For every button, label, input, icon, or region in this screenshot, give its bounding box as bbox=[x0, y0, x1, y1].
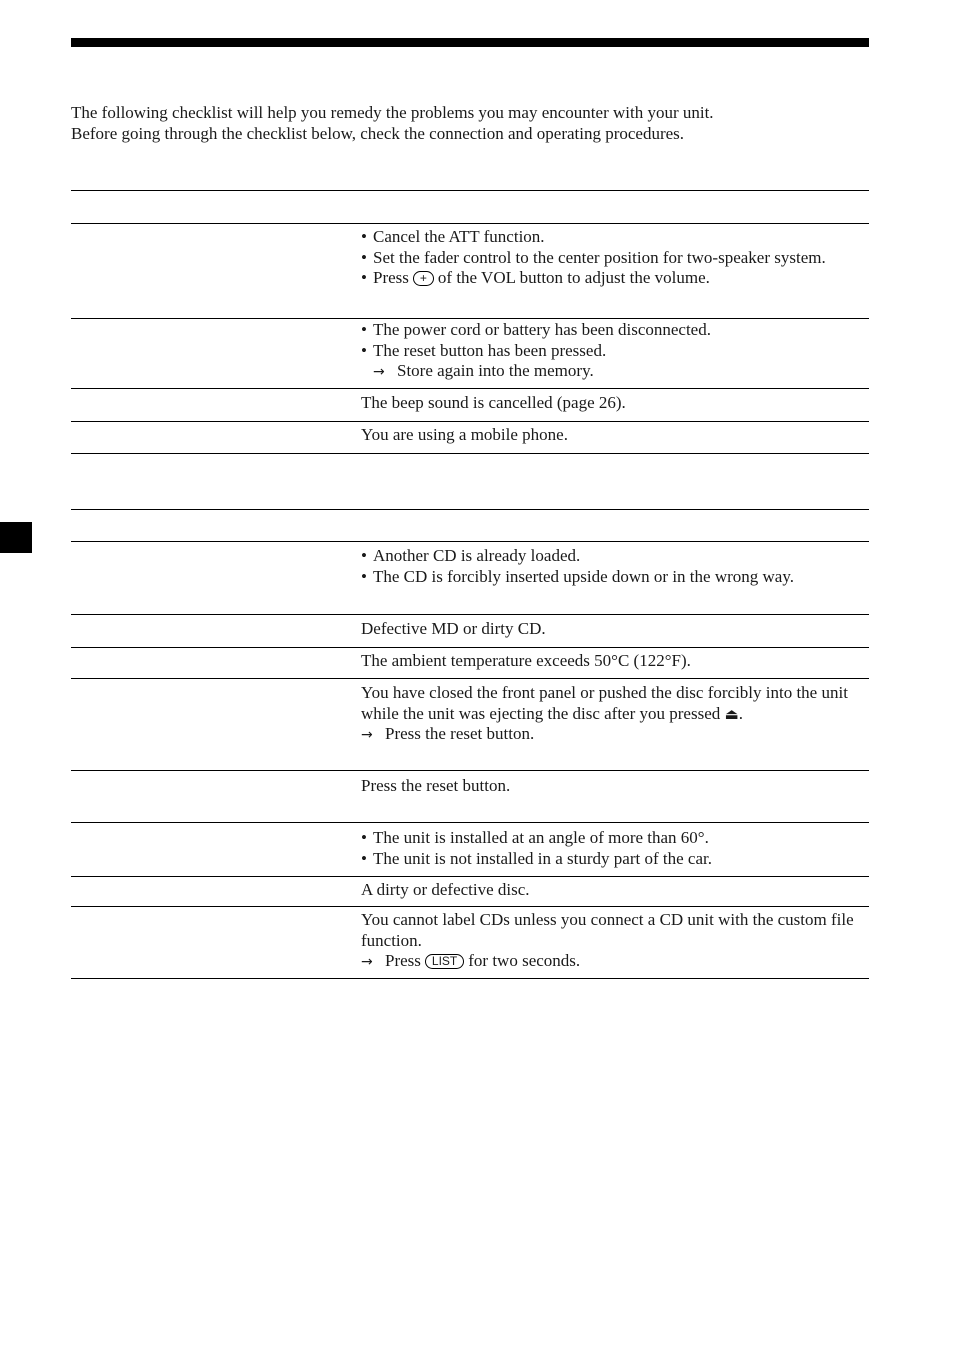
table-header-rule bbox=[71, 223, 869, 224]
row-divider bbox=[71, 614, 869, 615]
list-item: • The unit is not installed in a sturdy part of the car. bbox=[361, 849, 861, 870]
period: . bbox=[738, 703, 743, 723]
disc-row-5-remedy: Press the reset button. bbox=[361, 776, 511, 795]
press-text: Press bbox=[385, 951, 421, 970]
press-text: Press bbox=[373, 268, 409, 287]
table-top-rule bbox=[71, 190, 869, 191]
general-row-4-remedy: You are using a mobile phone. bbox=[361, 425, 568, 444]
disc-row-8-remedy bbox=[361, 910, 861, 973]
intro-text bbox=[71, 103, 871, 144]
row-divider bbox=[71, 906, 869, 907]
eject-warning-text: You have closed the front panel or pushed the disc forcibly into the unit while the unit was ejecting the disc after you pressed bbox=[361, 683, 848, 723]
volume-text: of the VOL button to adjust the volume. bbox=[437, 268, 710, 287]
arrow-right-icon: → bbox=[361, 954, 373, 970]
disc-row-3-remedy: The ambient temperature exceeds 50°C (122°F). bbox=[361, 651, 691, 670]
remedy-line bbox=[361, 951, 861, 973]
remedy-line bbox=[361, 724, 861, 746]
intro-line-2: Before going through the checklist below, check the connection and operating procedures. bbox=[71, 123, 685, 143]
row-divider bbox=[71, 876, 869, 877]
list-item: • The reset button has been pressed. bbox=[361, 341, 861, 362]
remedy-text: Store again into the memory. bbox=[397, 361, 594, 380]
row-divider bbox=[71, 421, 869, 422]
list-item: • The unit is installed at an angle of more than 60°. bbox=[361, 828, 861, 849]
table-bottom-rule bbox=[71, 978, 869, 979]
row-divider bbox=[71, 647, 869, 648]
list-item: • The CD is forcibly inserted upside down or in the wrong way. bbox=[361, 567, 861, 588]
list-item: • Another CD is already loaded. bbox=[361, 546, 861, 567]
list-item: • Cancel the ATT function. bbox=[361, 227, 861, 248]
vol-plus-key-icon: + bbox=[413, 271, 434, 286]
section-tab-marker bbox=[0, 522, 32, 553]
eject-icon: ⏏ bbox=[724, 704, 739, 723]
row-divider bbox=[71, 678, 869, 679]
table-bottom-rule bbox=[71, 453, 869, 454]
list-item: • Set the fader control to the center position for two-speaker system. bbox=[361, 248, 861, 269]
disc-row-2-remedy: Defective MD or dirty CD. bbox=[361, 619, 546, 638]
header-bar bbox=[71, 38, 869, 47]
row-divider bbox=[71, 318, 869, 319]
general-row-1-remedy bbox=[361, 227, 861, 289]
list-key-icon: LIST bbox=[425, 954, 464, 969]
row-divider bbox=[71, 388, 869, 389]
general-row-3-remedy: The beep sound is cancelled (page 26). bbox=[361, 393, 626, 412]
disc-row-7-remedy: A dirty or defective disc. bbox=[361, 880, 530, 899]
intro-line-1: The following checklist will help you remedy the problems you may encounter with your unit. bbox=[71, 103, 714, 122]
label-cd-text: You cannot label CDs unless you connect a CD unit with the custom file function. bbox=[361, 910, 854, 950]
remedy-text: Press the reset button. bbox=[385, 724, 535, 743]
duration-text: for two seconds. bbox=[468, 951, 581, 970]
list-item bbox=[361, 268, 861, 289]
general-row-2-remedy bbox=[361, 320, 861, 383]
disc-row-1-remedy bbox=[361, 546, 861, 587]
table-top-rule bbox=[71, 509, 869, 510]
list-item: • The power cord or battery has been disconnected. bbox=[361, 320, 861, 341]
table-header-rule bbox=[71, 541, 869, 542]
disc-row-4-remedy bbox=[361, 683, 861, 746]
disc-row-6-remedy bbox=[361, 828, 861, 869]
arrow-right-icon: → bbox=[373, 364, 385, 380]
remedy-line bbox=[361, 361, 861, 383]
arrow-right-icon: → bbox=[361, 727, 373, 743]
row-divider bbox=[71, 770, 869, 771]
row-divider bbox=[71, 822, 869, 823]
